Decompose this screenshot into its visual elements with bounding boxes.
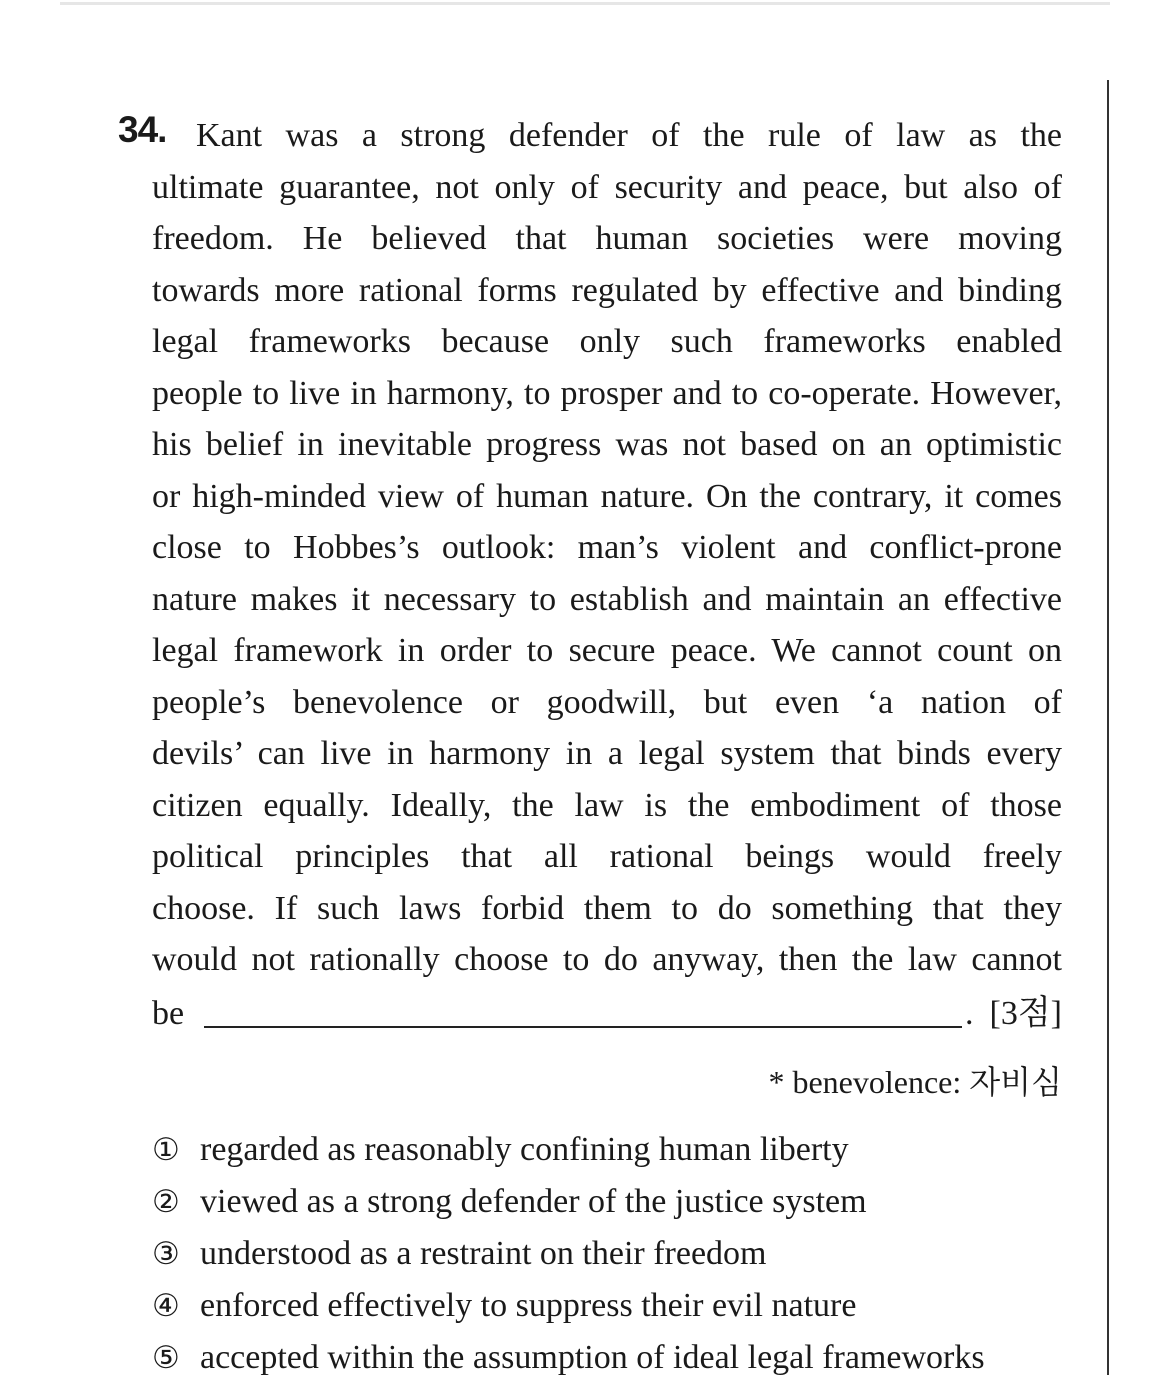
passage-line: legal framework in order to secure peace. We cannot count on — [152, 632, 1062, 669]
passage-line: close to Hobbes’s outlook: man’s violent and conflict-prone — [152, 529, 1062, 566]
passage-line: people to live in harmony, to prosper and to co-operate. However, — [152, 374, 1062, 412]
choice-3[interactable] — [152, 1228, 1092, 1280]
choice-number-2: ② — [152, 1184, 180, 1220]
passage-line: political principles that all rational beings would freely — [152, 838, 1062, 875]
question-number: 34. — [118, 109, 167, 150]
passage-line: legal frameworks because only such frameworks enabled — [152, 323, 1062, 360]
choice-number-1: ① — [152, 1132, 180, 1168]
passage-line: Kant was a strong defender of the rule of law as the — [196, 117, 1062, 154]
question-passage — [152, 110, 1062, 986]
passage-line: freedom. He believed that human societies were moving — [152, 220, 1062, 257]
passage-line: would not rationally choose to do anyway, then the law cannot — [152, 941, 1062, 978]
vocabulary-footnote: * benevolence: 자비심 — [768, 1064, 1062, 1100]
passage-line: ultimate guarantee, not only of security and peace, but also of — [152, 168, 1062, 206]
choice-text: accepted within the assumption of ideal legal frameworks — [200, 1339, 985, 1376]
passage-line: nature makes it necessary to establish and maintain an effective — [152, 580, 1062, 618]
choice-number-3: ③ — [152, 1236, 180, 1272]
passage-line: choose. If such laws forbid them to do something that they — [152, 889, 1062, 927]
choice-4[interactable] — [152, 1280, 1092, 1332]
top-divider — [60, 2, 1110, 5]
points-badge: [3점] — [989, 995, 1062, 1032]
blank-prefix: be — [152, 995, 185, 1032]
choice-2[interactable] — [152, 1176, 1092, 1228]
answer-choices — [152, 1124, 1092, 1384]
column-divider — [1107, 80, 1109, 1375]
choice-number-5: ⑤ — [152, 1340, 180, 1376]
choice-text: regarded as reasonably confining human liberty — [200, 1131, 849, 1168]
passage-line: devils’ can live in harmony in a legal system that binds every — [152, 735, 1062, 772]
answer-blank-line — [152, 988, 1062, 1040]
passage-line: people’s benevolence or goodwill, but even ‘a nation of — [152, 683, 1062, 721]
blank-suffix: . — [965, 995, 974, 1032]
passage-line: citizen equally. Ideally, the law is the embodiment of those — [152, 786, 1062, 824]
choice-number-4: ④ — [152, 1288, 180, 1324]
passage-line: his belief in inevitable progress was not based on an optimistic — [152, 426, 1062, 463]
choice-1[interactable] — [152, 1124, 1092, 1176]
choice-5[interactable] — [152, 1332, 1092, 1384]
passage-line: or high-minded view of human nature. On the contrary, it comes — [152, 477, 1062, 515]
answer-blank — [204, 1026, 962, 1028]
choice-text: viewed as a strong defender of the justice system — [200, 1183, 867, 1220]
passage-line: towards more rational forms regulated by effective and binding — [152, 271, 1062, 309]
choice-text: enforced effectively to suppress their evil nature — [200, 1287, 857, 1324]
choice-text: understood as a restraint on their freedom — [200, 1235, 767, 1272]
